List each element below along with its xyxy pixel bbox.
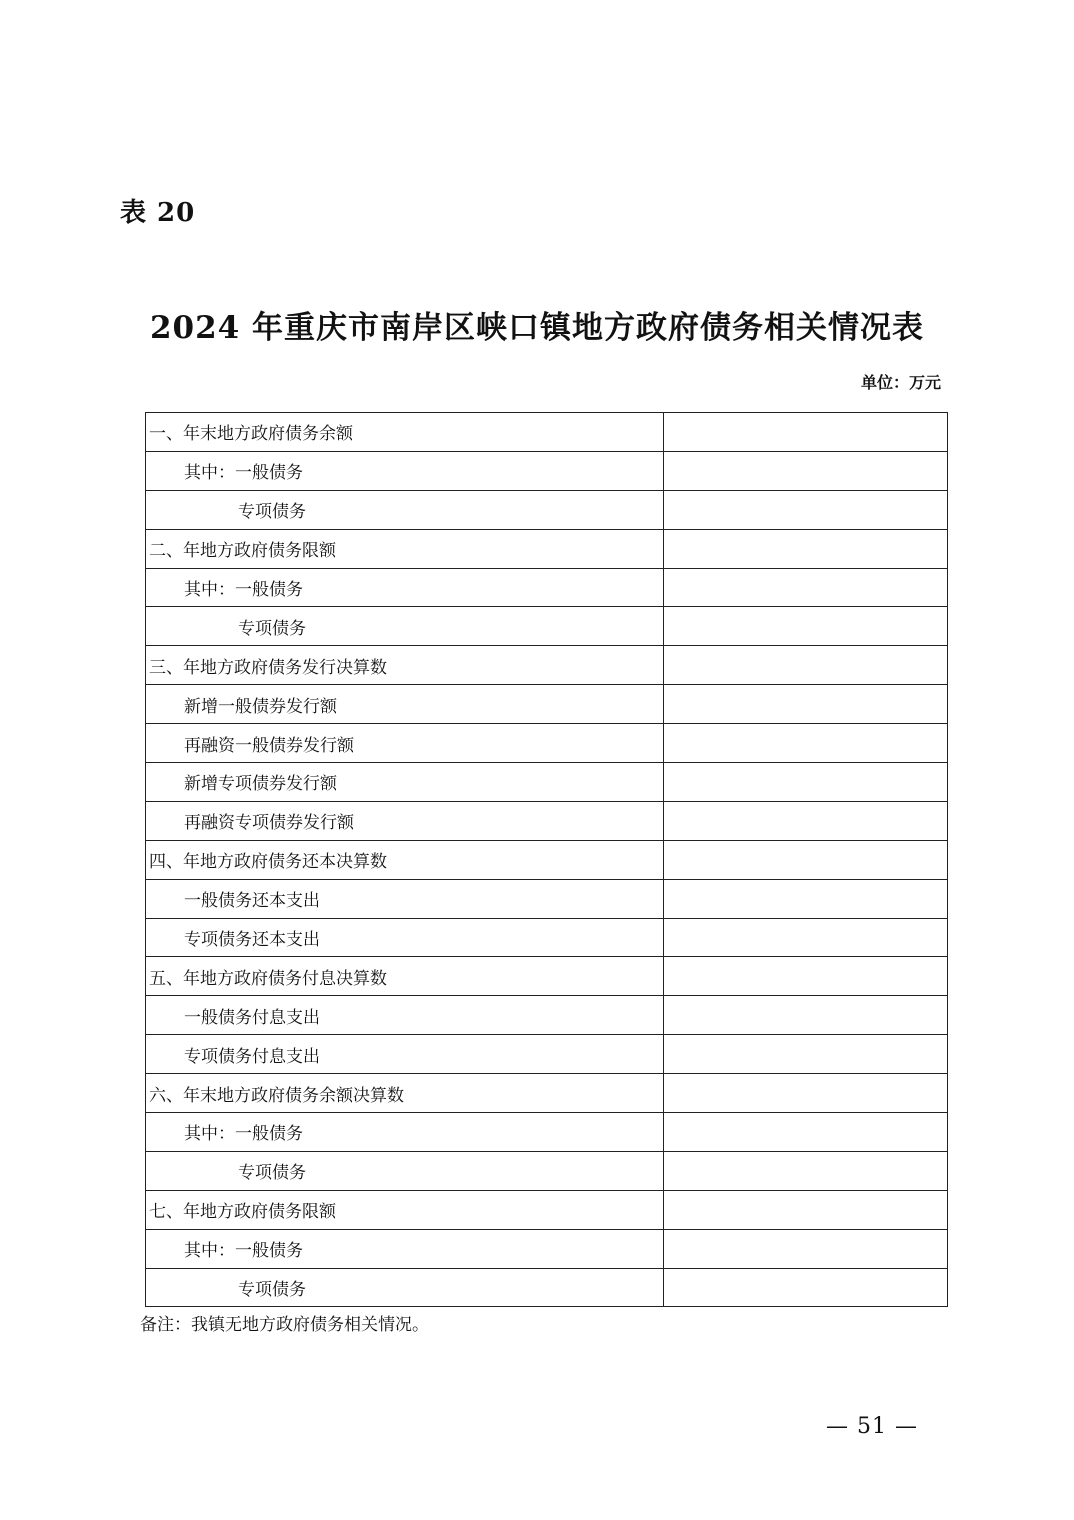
table-row bbox=[146, 801, 948, 840]
table-row bbox=[146, 568, 948, 607]
row-value bbox=[664, 1151, 948, 1190]
table-number-label: 表 20 bbox=[120, 198, 196, 228]
row-value bbox=[664, 1074, 948, 1113]
row-value bbox=[664, 918, 948, 957]
row-value bbox=[664, 1190, 948, 1229]
table-row bbox=[146, 724, 948, 763]
row-value bbox=[664, 996, 948, 1035]
table-row bbox=[146, 1190, 948, 1229]
row-value bbox=[664, 646, 948, 685]
table-row bbox=[146, 1229, 948, 1268]
table-row bbox=[146, 1151, 948, 1190]
row-label: 专项债务 bbox=[146, 1151, 664, 1190]
table-row bbox=[146, 529, 948, 568]
row-value bbox=[664, 957, 948, 996]
row-value bbox=[664, 724, 948, 763]
table-row bbox=[146, 451, 948, 490]
table-row bbox=[146, 996, 948, 1035]
row-value bbox=[664, 451, 948, 490]
footnote: 备注：我镇无地方政府债务相关情况。 bbox=[140, 1315, 429, 1335]
debt-table-body bbox=[146, 413, 948, 1307]
row-label: 专项债务 bbox=[146, 490, 664, 529]
row-value bbox=[664, 529, 948, 568]
row-label: 专项债务还本支出 bbox=[146, 918, 664, 957]
row-label: 专项债务付息支出 bbox=[146, 1035, 664, 1074]
debt-table bbox=[145, 412, 948, 1307]
row-value bbox=[664, 607, 948, 646]
row-value bbox=[664, 840, 948, 879]
row-label: 二、年地方政府债务限额 bbox=[146, 529, 664, 568]
row-value bbox=[664, 763, 948, 802]
row-value bbox=[664, 879, 948, 918]
row-label: 三、年地方政府债务发行决算数 bbox=[146, 646, 664, 685]
row-label: 四、年地方政府债务还本决算数 bbox=[146, 840, 664, 879]
row-value bbox=[664, 1268, 948, 1307]
table-row bbox=[146, 490, 948, 529]
row-value bbox=[664, 685, 948, 724]
table-row bbox=[146, 1035, 948, 1074]
table-row bbox=[146, 1113, 948, 1152]
row-value bbox=[664, 1035, 948, 1074]
row-label: 五、年地方政府债务付息决算数 bbox=[146, 957, 664, 996]
row-label: 其中：一般债务 bbox=[146, 1113, 664, 1152]
table-row bbox=[146, 763, 948, 802]
row-label: 七、年地方政府债务限额 bbox=[146, 1190, 664, 1229]
table-row bbox=[146, 685, 948, 724]
row-label: 再融资一般债券发行额 bbox=[146, 724, 664, 763]
row-value bbox=[664, 1113, 948, 1152]
row-label: 新增一般债券发行额 bbox=[146, 685, 664, 724]
table-row bbox=[146, 1268, 948, 1307]
row-label: 一般债务还本支出 bbox=[146, 879, 664, 918]
table-row bbox=[146, 1074, 948, 1113]
row-label: 专项债务 bbox=[146, 607, 664, 646]
row-label: 其中：一般债务 bbox=[146, 451, 664, 490]
table-row bbox=[146, 957, 948, 996]
row-value bbox=[664, 801, 948, 840]
table-row bbox=[146, 918, 948, 957]
row-label: 六、年末地方政府债务余额决算数 bbox=[146, 1074, 664, 1113]
document-title: 2024 年重庆市南岸区峡口镇地方政府债务相关情况表 bbox=[149, 310, 925, 346]
row-value bbox=[664, 490, 948, 529]
row-value bbox=[664, 568, 948, 607]
table-row bbox=[146, 607, 948, 646]
table-row bbox=[146, 413, 948, 452]
row-label: 其中：一般债务 bbox=[146, 1229, 664, 1268]
row-label: 专项债务 bbox=[146, 1268, 664, 1307]
table-row bbox=[146, 879, 948, 918]
row-label: 一般债务付息支出 bbox=[146, 996, 664, 1035]
table-row bbox=[146, 646, 948, 685]
row-label: 再融资专项债券发行额 bbox=[146, 801, 664, 840]
row-label: 一、年末地方政府债务余额 bbox=[146, 413, 664, 452]
row-label: 新增专项债券发行额 bbox=[146, 763, 664, 802]
unit-label: 单位：万元 bbox=[860, 373, 941, 392]
row-value bbox=[664, 1229, 948, 1268]
table-row bbox=[146, 840, 948, 879]
row-label: 其中：一般债务 bbox=[146, 568, 664, 607]
row-value bbox=[664, 413, 948, 452]
page-number: — 51 — bbox=[826, 1414, 918, 1439]
